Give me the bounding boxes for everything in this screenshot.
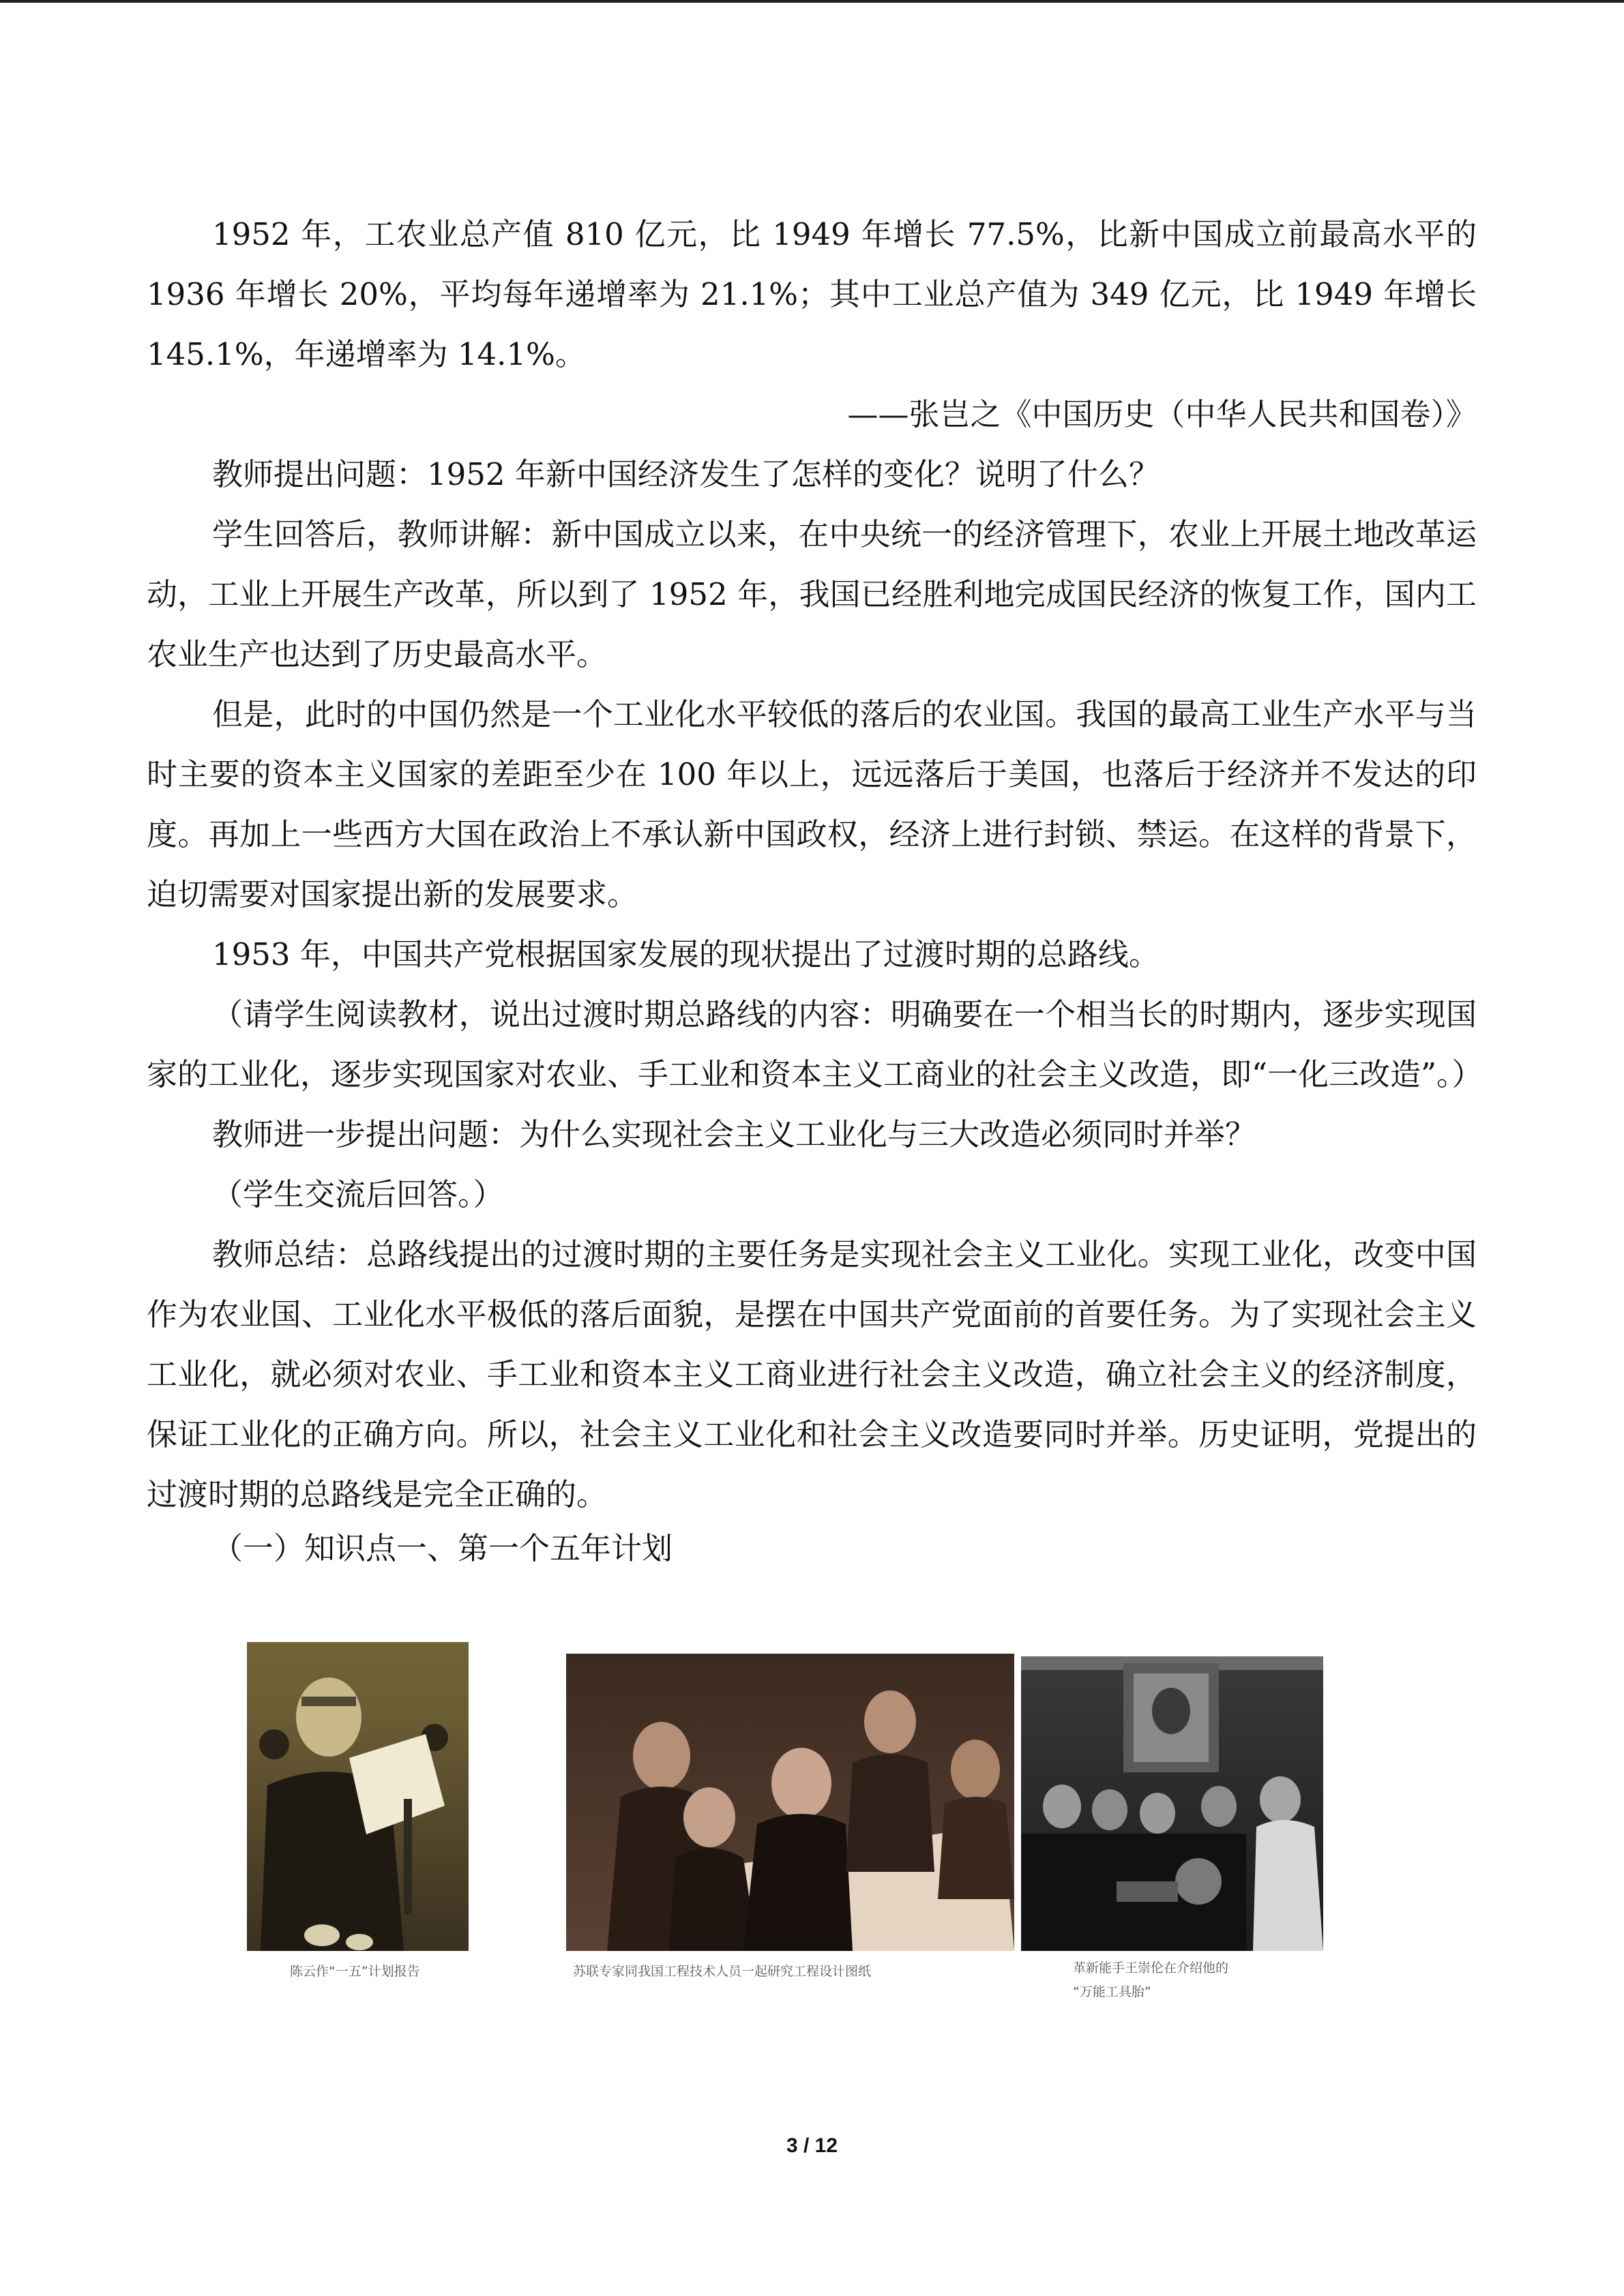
photo-chen-yun-caption: 陈云作“一五”计划报告 [290, 1964, 420, 1979]
photo-wang-chonglun [1021, 1656, 1323, 1951]
quote-source: ——张岂之《中国历史（中华人民共和国卷）》 [847, 396, 1477, 432]
student-discussion: （学生交流后回答。） [212, 1176, 504, 1212]
quote-paragraph: 1952 年，工农业总产值 810 亿元，比 1949 年增长 77.5%，比新中国成立前最高水平的 1936 年增长 20%，平均每年递增率为 21.1%；其中工业总产值为 349 亿元，比 1949 年增长 145.1%，年递增率为 14.1%。 [147, 216, 1477, 372]
teacher-question-1: 教师提出问题：1952 年新中国经济发生了怎样的变化？说明了什么？ [212, 456, 1160, 492]
photo-wang-chonglun-caption-2: “万能工具胎” [1073, 1984, 1151, 1999]
teacher-explanation: 学生回答后，教师讲解：新中国成立以来，在中央统一的经济管理下，农业上开展土地改革运动，工业上开展生产改革，所以到了 1952 年，我国已经胜利地完成国民经济的恢复工作，国内工农业生产也达到了历史最高水平。 [147, 516, 1477, 672]
teacher-question-2: 教师进一步提出问题：为什么实现社会主义工业化与三大改造必须同时并举？ [212, 1116, 1256, 1152]
general-line-paragraph: 1953 年，中国共产党根据国家发展的现状提出了过渡时期的总路线。 [212, 936, 1160, 972]
section-heading: （一）知识点一、第一个五年计划 [212, 1530, 673, 1566]
background-paragraph: 但是，此时的中国仍然是一个工业化水平较低的落后的农业国。我国的最高工业生产水平与当时主要的资本主义国家的差距至少在 100 年以上，远远落后于美国，也落后于经济并不发达的印度。再加上一些西方大国在政治上不承认新中国政权，经济上进行封锁、禁运。在这样的背景下，迫切需要对国家提出新的发展要求。 [147, 696, 1477, 912]
photo-soviet-experts [566, 1654, 1014, 1951]
photo-chen-yun-report [247, 1642, 469, 1951]
reading-instruction: （请学生阅读教材，说出过渡时期总路线的内容：明确要在一个相当长的时期内，逐步实现国家的工业化，逐步实现国家对农业、手工业和资本主义工商业的社会主义改造，即“一化三改造”。） [147, 996, 1483, 1092]
photo-soviet-experts-caption: 苏联专家同我国工程技术人员一起研究工程设计图纸 [573, 1964, 872, 1979]
page-number: 3 / 12 [786, 2134, 838, 2157]
teacher-summary: 教师总结：总路线提出的过渡时期的主要任务是实现社会主义工业化。实现工业化，改变中国作为农业国、工业化水平极低的落后面貌，是摆在中国共产党面前的首要任务。为了实现社会主义工业化，就必须对农业、手工业和资本主义工商业进行社会主义改造，确立社会主义的经济制度，保证工业化的正确方向。所以，社会主义工业化和社会主义改造要同时并举。历史证明，党提出的过渡时期的总路线是完全正确的。 [147, 1236, 1477, 1512]
photo-wang-chonglun-caption-1: 革新能手王崇伦在介绍他的 [1073, 1960, 1229, 1976]
